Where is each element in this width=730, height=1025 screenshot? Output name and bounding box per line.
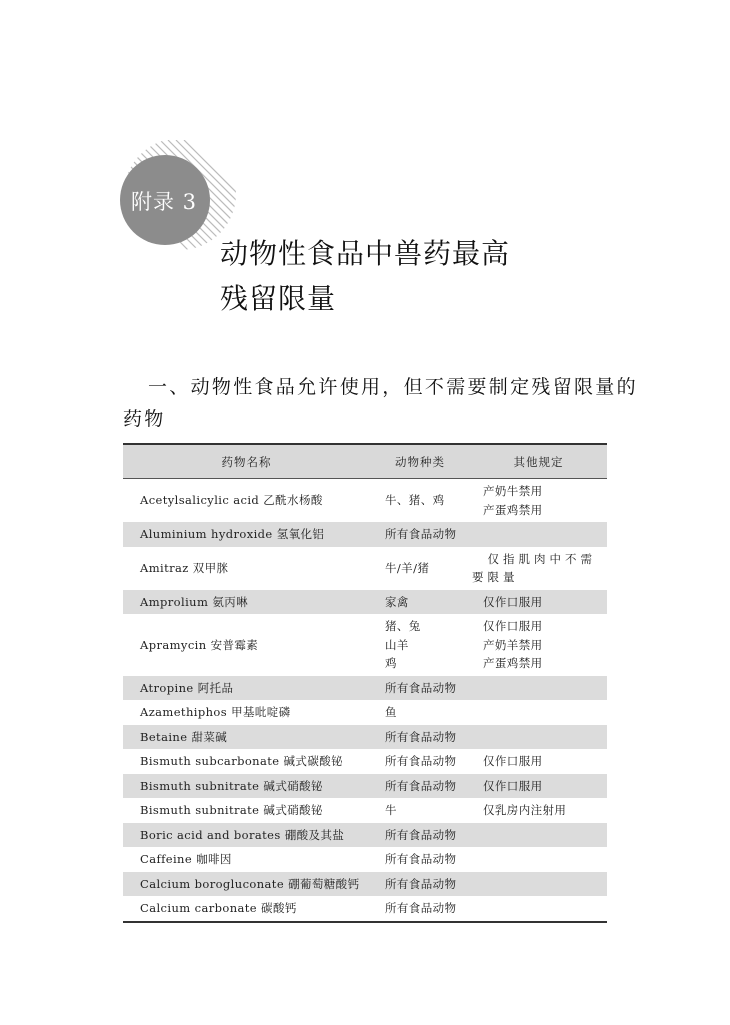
cell-other-rules [470,522,607,547]
cell-animal-species: 家禽 [385,594,409,609]
cell-drug-name: Bismuth subcarbonate 碱式碳酸铋 [140,754,344,768]
table-row [123,725,607,750]
table-row [123,872,607,897]
cell-drug-name: Apramycin 安普霉素 [140,637,259,652]
cell-animal-species: 鱼 [385,705,397,719]
cell-animal-species: 所有食品动物 [385,754,457,768]
cell-animal-species: 牛、猪、鸡 [385,493,445,508]
cell-other-rules: 仅指肌肉中不需要限量 [472,551,596,584]
cell-drug-name: Amprolium 氨丙啉 [140,594,249,609]
table-row [123,798,607,823]
table-row [123,847,607,872]
table-row [123,614,607,676]
cell-drug-name: Betaine 甜菜碱 [140,729,228,744]
cell-other-rules: 仅乳房内注射用 [483,803,567,817]
cell-animal-species: 所有食品动物 [385,852,457,866]
cell-animal-species: 所有食品动物 [385,901,457,915]
cell-other-rules [470,896,607,922]
table-row [123,823,607,848]
cell-animal-species: 所有食品动物 [385,876,457,891]
cell-drug-name: Aluminium hydroxide 氢氧化铝 [140,527,325,541]
cell-other-rules [470,847,607,872]
header-drug-name: 药物名称 [221,454,272,469]
appendix-label: 附录 3 [131,190,198,214]
page-title-line-1: 动物性食品中兽药最高 [220,237,511,270]
cell-animal-species: 所有食品动物 [385,680,457,695]
header-animal-species: 动物种类 [395,454,445,469]
page-title-line-2: 残留限量 [220,282,337,315]
cell-drug-name: Calcium carbonate 碳酸钙 [140,901,297,915]
cell-drug-name: Amitraz 双甲脒 [140,560,229,575]
cell-other-rules [470,700,607,725]
cell-drug-name: Caffeine 咖啡因 [140,852,232,866]
cell-other-rules [470,676,607,701]
cell-animal-species: 所有食品动物 [385,827,457,842]
table-row [123,590,607,615]
table-row [123,774,607,799]
cell-animal-species: 所有食品动物 [385,778,457,793]
section-heading-line-2: 药物 [123,408,166,430]
cell-other-rules: 产奶牛禁用 产蛋鸡禁用 [483,484,543,517]
cell-animal-species: 所有食品动物 [385,729,457,744]
drug-table [123,443,607,923]
table-row [123,676,607,701]
cell-other-rules: 仅作口服用 产奶羊禁用 产蛋鸡禁用 [483,619,543,670]
cell-other-rules: 仅作口服用 [483,754,543,768]
table-row [123,700,607,725]
cell-other-rules: 仅作口服用 [483,778,543,793]
cell-drug-name: Bismuth subnitrate 碱式硝酸铋 [140,803,323,817]
cell-animal-species: 猪、兔 山羊 鸡 [385,619,421,670]
table-row [123,749,607,774]
section-heading-line-1: 一、动物性食品允许使用，但不需要制定残留限量的 [148,376,638,398]
cell-other-rules: 仅作口服用 [483,594,543,609]
header-other-rules: 其他规定 [513,454,564,469]
cell-drug-name: Acetylsalicylic acid 乙酰水杨酸 [140,493,323,508]
table-header-row [123,444,607,479]
cell-drug-name: Bismuth subnitrate 碱式硝酸铋 [140,778,323,793]
cell-animal-species: 牛 [385,803,397,817]
cell-drug-name: Boric acid and borates 硼酸及其盐 [140,827,345,842]
table-row [123,896,607,922]
cell-animal-species: 所有食品动物 [385,527,457,541]
cell-other-rules [470,725,607,750]
cell-other-rules [470,823,607,848]
table-row [123,547,607,590]
cell-drug-name: Calcium borogluconate 硼葡萄糖酸钙 [140,876,360,891]
cell-other-rules [470,872,607,897]
cell-drug-name: Atropine 阿托品 [140,680,234,695]
table-row [123,522,607,547]
cell-animal-species: 牛/羊/猪 [385,560,430,575]
cell-drug-name: Azamethiphos 甲基吡啶磷 [140,705,291,719]
table-row [123,479,607,523]
